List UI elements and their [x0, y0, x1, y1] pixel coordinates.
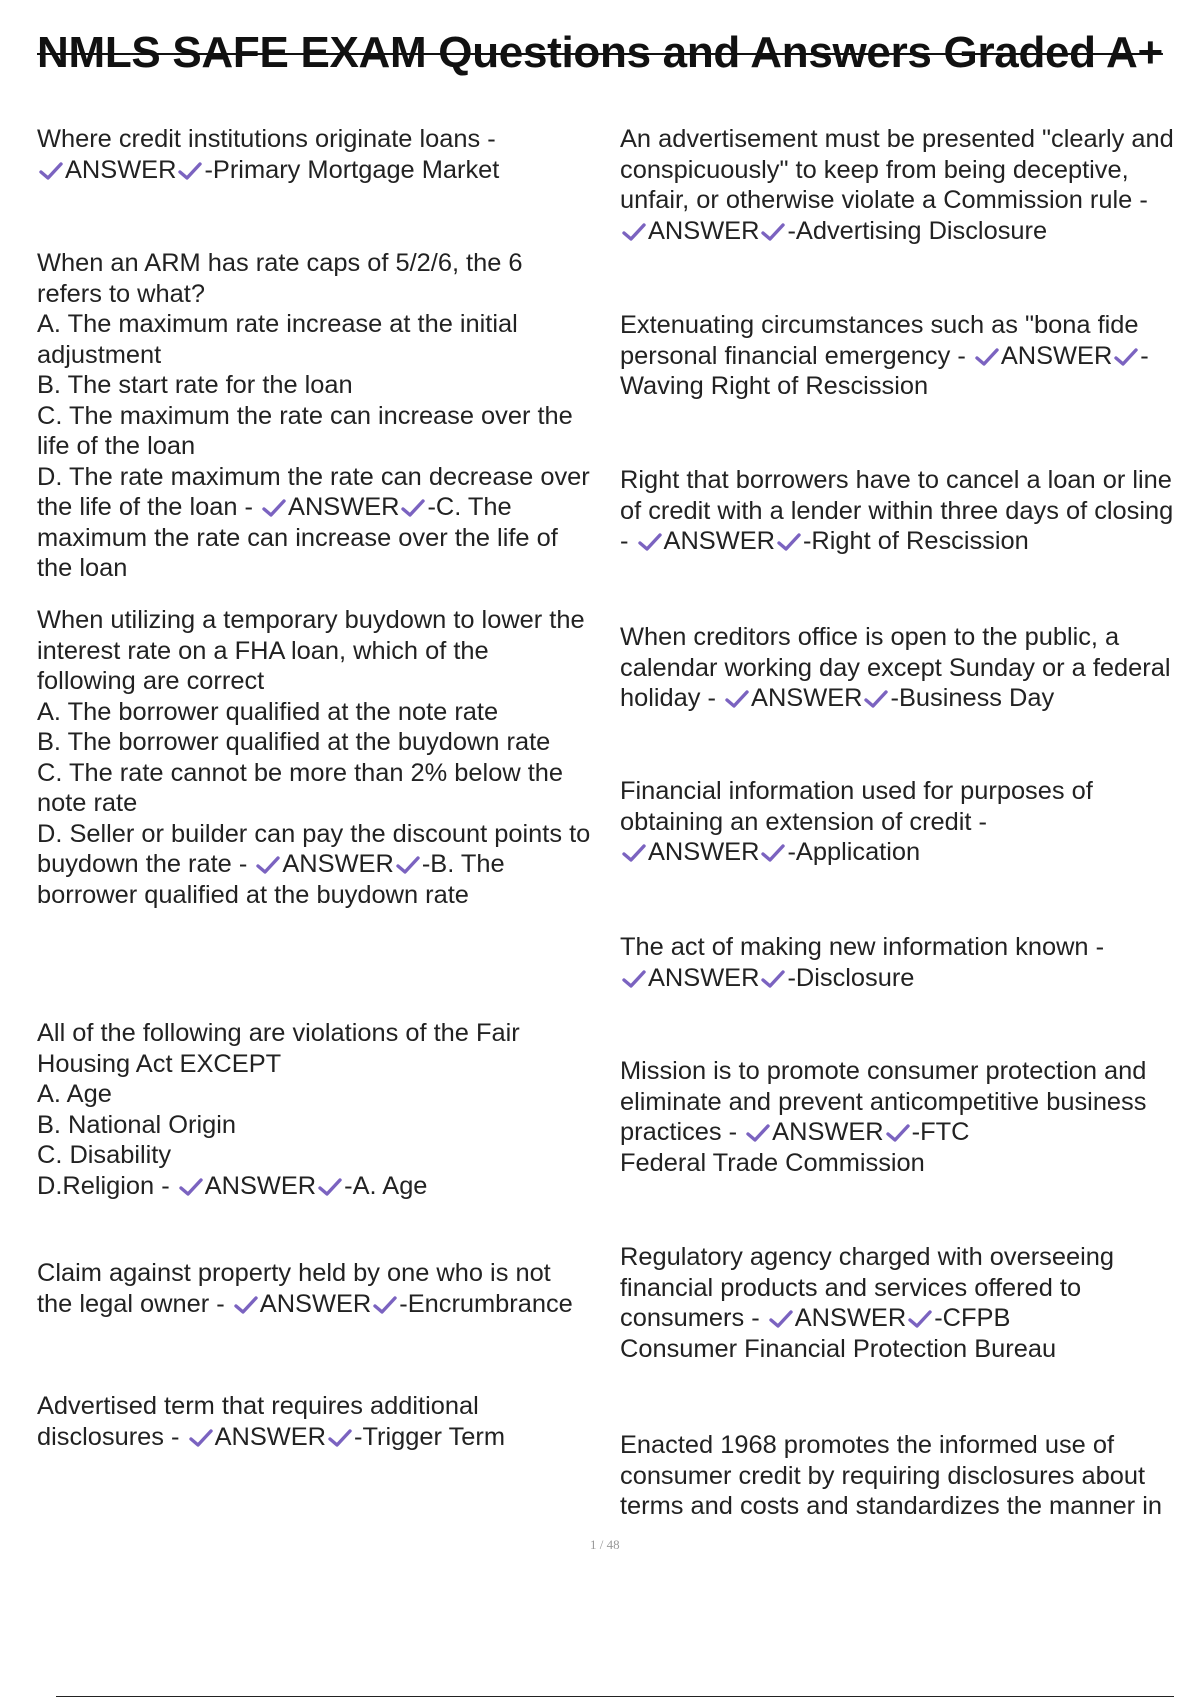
answer-label: ANSWER [772, 1118, 884, 1146]
question-text: D. The rate maximum the rate can decrease over [37, 462, 590, 491]
answer-label: ANSWER [648, 838, 760, 866]
question-text: the legal owner - [37, 1289, 232, 1318]
qa-item [620, 1242, 1200, 1364]
qa-line [37, 370, 619, 401]
question-text: - [620, 527, 636, 555]
qa-line [620, 837, 1200, 868]
question-text: Advertised term that requires additional [37, 1392, 479, 1420]
qa-line [37, 401, 619, 432]
check-icon [234, 1295, 258, 1315]
qa-line [620, 1430, 1200, 1461]
question-text: the loan [37, 554, 128, 582]
check-icon [761, 969, 785, 989]
question-text: An advertisement must be presented "clearly and [620, 125, 1174, 153]
check-icon [886, 1123, 910, 1143]
qa-line [37, 248, 619, 279]
question-text: All of the following are violations of the Fair [37, 1019, 520, 1047]
question-text: borrower qualified at the buydown rate [37, 880, 469, 909]
question-text: consumers - [620, 1304, 767, 1332]
qa-line [37, 492, 619, 523]
question-text: refers to what? [37, 279, 205, 308]
qa-item [620, 1430, 1200, 1522]
qa-line [37, 1110, 619, 1141]
qa-line [37, 1422, 619, 1453]
question-text: Claim against property held by one who is not [37, 1259, 551, 1287]
qa-item [620, 622, 1200, 714]
qa-line [37, 155, 619, 186]
question-text: When creditors office is open to the public, a [620, 623, 1120, 651]
qa-line [37, 1171, 619, 1202]
check-icon [318, 1177, 342, 1197]
question-text: Federal Trade Commission [620, 1148, 925, 1177]
qa-line [37, 697, 619, 728]
question-text: Right that borrowers have to cancel a loan or line [620, 466, 1172, 494]
check-icon [622, 843, 646, 863]
qa-item [620, 124, 1200, 246]
qa-line [37, 605, 619, 636]
qa-line [620, 1334, 1200, 1365]
answer-text: -Right of Rescission [802, 527, 1029, 555]
check-icon [401, 498, 425, 518]
question-text: life of the loan [37, 432, 196, 460]
answer-label: ANSWER [663, 527, 775, 555]
qa-line [37, 340, 619, 371]
question-text: Regulatory agency charged with overseeing [620, 1243, 1115, 1271]
question-text: adjustment [37, 340, 162, 369]
qa-line [620, 683, 1200, 714]
question-text: C. Disability [37, 1141, 172, 1169]
page-title: NMLS SAFE EXAM Questions and Answers Graded A+ [37, 28, 1163, 77]
qa-line [37, 1258, 619, 1289]
qa-line [620, 526, 1200, 557]
question-text: of credit with a lender within three days of closing [620, 496, 1174, 525]
question-text: disclosures - [37, 1422, 187, 1451]
check-icon [975, 347, 999, 367]
check-icon [638, 532, 662, 552]
qa-line [37, 819, 619, 850]
question-text: B. The borrower qualified at the buydown rate [37, 728, 551, 756]
check-icon [256, 855, 280, 875]
answer-text: - [1140, 341, 1149, 370]
answer-label: ANSWER [794, 1304, 907, 1332]
check-icon [262, 498, 286, 518]
qa-item [620, 1056, 1200, 1178]
qa-line [620, 1242, 1200, 1273]
answer-text: -C. The [427, 493, 512, 521]
question-text: Mission is to promote consumer protection and [620, 1057, 1147, 1085]
qa-line [37, 1289, 619, 1320]
qa-item [37, 1258, 619, 1319]
qa-line [37, 666, 619, 697]
question-text: practices - [620, 1118, 745, 1146]
question-text: Consumer Financial Protection Bureau [620, 1334, 1057, 1363]
question-text: note rate [37, 789, 138, 817]
answer-label: ANSWER [282, 850, 394, 878]
qa-line [37, 1079, 619, 1110]
question-text: B. National Origin [37, 1110, 236, 1139]
question-text: Waving Right of Rescission [620, 372, 929, 400]
answer-label: ANSWER [288, 493, 400, 521]
question-text: The act of making new information known - [620, 933, 1105, 961]
question-text: interest rate on a FHA loan, which of the [37, 636, 489, 665]
question-text: B. The start rate for the loan [37, 371, 353, 399]
qa-line [620, 1148, 1200, 1179]
qa-item [37, 124, 619, 185]
answer-text: -Business Day [890, 684, 1055, 712]
qa-line [620, 1087, 1200, 1118]
question-text: A. The maximum rate increase at the initial [37, 310, 518, 338]
answer-label: ANSWER [65, 155, 177, 184]
answer-text: -Trigger Term [354, 1422, 505, 1451]
question-text: C. The rate cannot be more than 2% below the [37, 758, 564, 787]
qa-line [37, 788, 619, 819]
check-icon [328, 1428, 352, 1448]
question-text: unfair, or otherwise violate a Commission rule - [620, 186, 1148, 214]
qa-line [37, 431, 619, 462]
check-icon [396, 855, 420, 875]
check-icon [761, 843, 785, 863]
qa-line [37, 880, 619, 911]
qa-line [37, 1049, 619, 1080]
question-text: the life of the loan - [37, 493, 261, 521]
qa-item [37, 1391, 619, 1452]
qa-line [37, 1018, 619, 1049]
question-text: buydown the rate - [37, 850, 255, 878]
check-icon [769, 1309, 793, 1329]
qa-line [620, 963, 1200, 994]
qa-line [620, 496, 1200, 527]
qa-line [620, 1491, 1200, 1522]
check-icon [908, 1309, 932, 1329]
check-icon [761, 222, 785, 242]
question-text: calendar working day except Sunday or a federal [620, 653, 1171, 682]
question-text: When an ARM has rate caps of 5/2/6, the 6 [37, 249, 523, 277]
qa-line [37, 523, 619, 554]
qa-line [37, 309, 619, 340]
check-icon [178, 161, 202, 181]
qa-item [620, 310, 1200, 402]
question-text: A. The borrower qualified at the note rate [37, 697, 499, 726]
answer-label: ANSWER [648, 963, 760, 992]
answer-label: ANSWER [204, 1171, 317, 1200]
check-icon [39, 161, 63, 181]
question-text: Where credit institutions originate loans - [37, 125, 496, 153]
answer-text: -A. Age [344, 1171, 428, 1200]
qa-line [620, 465, 1200, 496]
question-text: terms and costs and standardizes the manner in [620, 1492, 1162, 1520]
question-text: personal financial emergency - [620, 341, 973, 370]
qa-line [620, 807, 1200, 838]
qa-line [620, 341, 1200, 372]
qa-line [620, 124, 1200, 155]
answer-text: -Disclosure [787, 963, 915, 992]
qa-line [37, 636, 619, 667]
check-icon [864, 689, 888, 709]
answer-text: -Application [787, 838, 921, 866]
answer-label: ANSWER [1000, 341, 1113, 370]
qa-item [620, 465, 1200, 557]
answer-label: ANSWER [648, 216, 760, 245]
answer-text: -Primary Mortgage Market [204, 155, 500, 184]
qa-line [620, 371, 1200, 402]
qa-line [37, 462, 619, 493]
question-text: following are correct [37, 667, 265, 695]
question-text: C. The maximum the rate can increase over the [37, 401, 573, 430]
qa-item [620, 932, 1200, 993]
question-text: maximum the rate can increase over the life of [37, 523, 558, 552]
question-text: A. Age [37, 1080, 112, 1108]
qa-item [37, 605, 619, 910]
qa-line [620, 1303, 1200, 1334]
qa-line [37, 1140, 619, 1171]
check-icon [622, 969, 646, 989]
qa-line [620, 1056, 1200, 1087]
check-icon [1114, 347, 1138, 367]
qa-line [620, 1461, 1200, 1492]
qa-line [620, 1273, 1200, 1304]
answer-text: -Advertising Disclosure [787, 216, 1048, 245]
check-icon [373, 1295, 397, 1315]
qa-line [620, 932, 1200, 963]
answer-text: -FTC [911, 1118, 970, 1146]
question-text: When utilizing a temporary buydown to lower the [37, 606, 585, 634]
question-text: consumer credit by requiring disclosures about [620, 1461, 1145, 1490]
question-text: D. Seller or builder can pay the discount points to [37, 819, 591, 848]
question-text: Financial information used for purposes of [620, 777, 1093, 805]
check-icon [622, 222, 646, 242]
qa-line [37, 124, 619, 155]
qa-line [37, 849, 619, 880]
answer-label: ANSWER [259, 1289, 372, 1318]
check-icon [746, 1123, 770, 1143]
check-icon [179, 1177, 203, 1197]
check-icon [189, 1428, 213, 1448]
qa-line [620, 185, 1200, 216]
qa-line [620, 155, 1200, 186]
question-text: eliminate and prevent anticompetitive business [620, 1087, 1147, 1116]
answer-label: ANSWER [751, 684, 863, 712]
qa-line [37, 1391, 619, 1422]
qa-line [620, 622, 1200, 653]
qa-item [620, 776, 1200, 868]
question-text: obtaining an extension of credit - [620, 807, 987, 836]
question-text: holiday - [620, 684, 724, 712]
qa-line [37, 758, 619, 789]
question-text: Enacted 1968 promotes the informed use of [620, 1431, 1115, 1459]
answer-text: -CFPB [934, 1304, 1011, 1332]
qa-line [620, 310, 1200, 341]
check-icon [725, 689, 749, 709]
answer-label: ANSWER [214, 1422, 327, 1451]
page-number: 1 / 48 [590, 1537, 620, 1552]
question-text: financial products and services offered to [620, 1273, 1082, 1302]
question-text: D.Religion - [37, 1171, 177, 1200]
question-text: Housing Act EXCEPT [37, 1049, 282, 1078]
qa-line [37, 279, 619, 310]
answer-text: -Encrumbrance [399, 1289, 573, 1318]
question-text: Extenuating circumstances such as "bona fide [620, 311, 1139, 339]
qa-item [37, 1018, 619, 1201]
question-text: conspicuously" to keep from being deceptive, [620, 155, 1129, 184]
qa-line [620, 1117, 1200, 1148]
qa-line [37, 553, 619, 584]
qa-line [620, 653, 1200, 684]
footer-rule [56, 1696, 1174, 1697]
qa-item [37, 248, 619, 584]
qa-line [37, 727, 619, 758]
qa-line [620, 216, 1200, 247]
qa-line [620, 776, 1200, 807]
check-icon [777, 532, 801, 552]
answer-text: -B. The [421, 850, 505, 878]
